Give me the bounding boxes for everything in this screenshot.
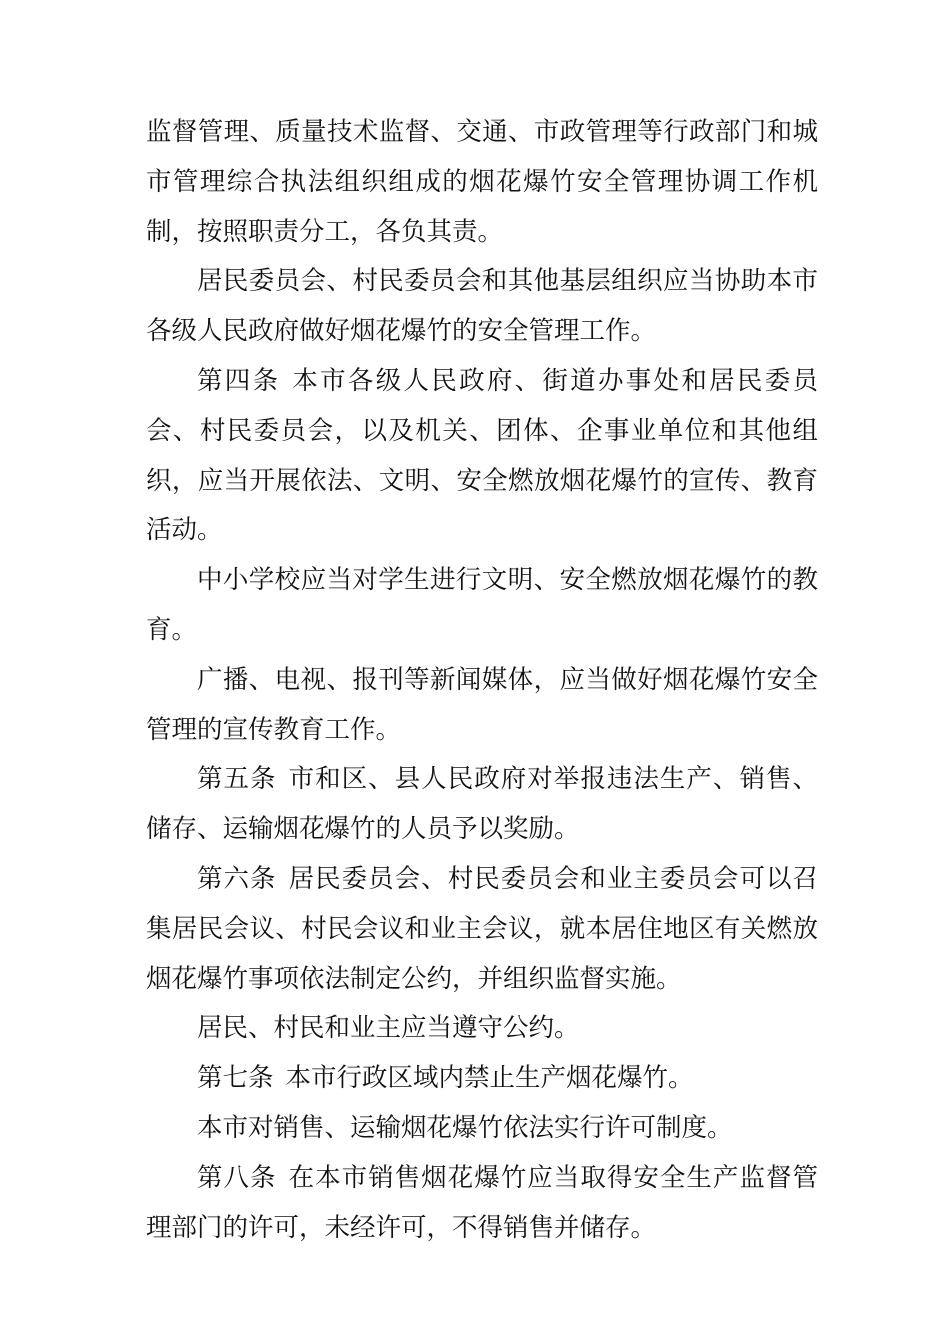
article-paragraph <box>146 755 818 855</box>
paragraph <box>146 257 818 357</box>
paragraph-text: 市和区、县人民政府对举报违法生产、销售、储存、运输烟花爆竹的人员予以奖励。 <box>146 764 818 845</box>
paragraph-text: 居民委员会、村民委员会和业主委员会可以召集居民会议、村民会议和业主会议，就本居住地区有关燃放烟花爆竹事项依法制定公约，并组织监督实施。 <box>146 863 818 994</box>
paragraph-text: 本市各级人民政府、街道办事处和居民委员会、村民委员会，以及机关、团体、企事业单位和其他组织，应当开展依法、文明、安全燃放烟花爆竹的宣传、教育活动。 <box>146 365 818 546</box>
article-number: 第七条 <box>197 1063 274 1094</box>
paragraph-text: 居民、村民和业主应当遵守公约。 <box>197 1013 580 1044</box>
paragraph <box>146 656 818 756</box>
article-paragraph <box>146 1154 818 1254</box>
paragraph-text: 本市对销售、运输烟花爆竹依法实行许可制度。 <box>197 1112 733 1143</box>
paragraph-text: 居民委员会、村民委员会和其他基层组织应当协助本市各级人民政府做好烟花爆竹的安全管理工作。 <box>146 266 818 347</box>
article-number: 第六条 <box>197 863 277 894</box>
paragraph <box>146 556 818 656</box>
paragraph <box>146 108 818 257</box>
paragraph-text: 广播、电视、报刊等新闻媒体，应当做好烟花爆竹安全管理的宣传教育工作。 <box>146 664 818 745</box>
paragraph-text: 在本市销售烟花爆竹应当取得安全生产监督管理部门的许可，未经许可，不得销售并储存。 <box>146 1162 818 1243</box>
document-body <box>146 108 818 1253</box>
paragraph <box>146 1004 818 1054</box>
paragraph <box>146 1104 818 1154</box>
article-paragraph <box>146 357 818 556</box>
paragraph-text: 中小学校应当对学生进行文明、安全燃放烟花爆竹的教育。 <box>146 565 818 645</box>
article-paragraph <box>146 1054 818 1104</box>
article-number: 第四条 <box>197 365 281 396</box>
article-number: 第五条 <box>197 764 277 795</box>
paragraph-text: 本市行政区域内禁止生产烟花爆竹。 <box>285 1063 694 1094</box>
article-number: 第八条 <box>197 1162 277 1193</box>
paragraph-text: 监督管理、质量技术监督、交通、市政管理等行政部门和城市管理综合执法组织组成的烟花爆竹安全管理协调工作机制，按照职责分工，各负其责。 <box>146 117 818 247</box>
article-paragraph <box>146 855 818 1004</box>
